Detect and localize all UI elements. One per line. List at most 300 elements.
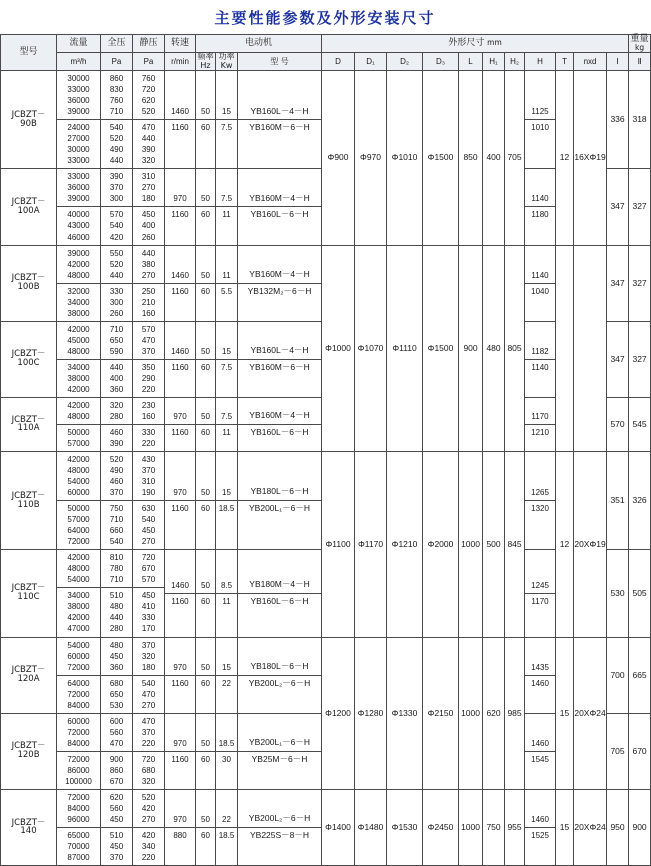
cell-weight-i: 700 <box>607 637 629 713</box>
cell-motor-model <box>238 713 322 789</box>
cell-static-pressure <box>133 637 165 713</box>
cell-flow-block: 33000 36000 39000 <box>67 172 90 204</box>
cell-total-pressure-block: 520 490 460 370 <box>109 455 124 498</box>
cell-d: Φ1000 <box>322 245 355 452</box>
cell-speed <box>165 245 196 321</box>
th-h: H <box>525 53 556 71</box>
cell-h <box>525 713 556 789</box>
cell-motor-model <box>238 452 322 550</box>
cell-power-block: 15 <box>222 107 231 117</box>
cell-total-pressure-block: 550 520 440 <box>109 248 124 280</box>
cell-h-block: 1320 <box>525 500 555 516</box>
table-row <box>1 637 651 713</box>
cell-t: 15 <box>556 637 574 789</box>
th-d: D <box>322 53 355 71</box>
cell-freq-block: 60 <box>196 119 215 135</box>
cell-freq-block: 50 <box>201 662 210 672</box>
cell-nxd: 20XΦ24 <box>574 637 607 789</box>
cell-power <box>216 713 238 789</box>
table-row <box>1 452 651 550</box>
cell-total-pressure <box>101 169 133 245</box>
th-speed-unit: r/min <box>165 53 196 71</box>
cell-speed-block: 1160 <box>165 424 195 440</box>
cell-h-block: 1140 <box>531 194 549 204</box>
cell-speed-block: 970 <box>173 194 187 204</box>
cell-power-block: 8.5 <box>220 580 233 590</box>
cell-power-block: 18.5 <box>216 827 237 843</box>
cell-h2: 955 <box>505 789 525 865</box>
cell-total-pressure-block: 540 520 490 440 <box>101 119 132 168</box>
th-l: L <box>459 53 483 71</box>
cell-static-pressure-block: 310 270 180 <box>141 172 156 204</box>
cell-power <box>216 452 238 550</box>
cell-d: Φ1200 <box>322 637 355 789</box>
th-dims <box>322 35 629 53</box>
cell-flow <box>57 169 101 245</box>
cell-static-pressure <box>133 169 165 245</box>
cell-total-pressure <box>101 397 133 451</box>
cell-speed-block: 970 <box>173 488 187 498</box>
cell-weight-i: 950 <box>607 789 629 865</box>
cell-power-block: 11 <box>222 270 231 280</box>
cell-flow-block: 42000 48000 54000 <box>67 553 90 585</box>
cell-t: 12 <box>556 71 574 245</box>
cell-flow-block: 50000 57000 <box>57 424 100 451</box>
th-freq-unit: Hz <box>200 60 211 70</box>
cell-speed <box>165 71 196 169</box>
cell-freq-block: 50 <box>201 814 210 824</box>
cell-power-block: 7.5 <box>220 194 233 204</box>
cell-motor-model-block: YB200L₂－6－H <box>248 813 311 824</box>
cell-total-pressure <box>101 71 133 169</box>
page-title: 主要性能参数及外形安装尺寸 <box>214 9 436 27</box>
cell-freq-block: 50 <box>201 411 210 421</box>
cell-freq-block: 60 <box>196 283 215 299</box>
cell-freq <box>196 452 216 550</box>
cell-d2: Φ1210 <box>387 452 423 637</box>
cell-freq-block: 60 <box>196 751 215 767</box>
th-weight-unit: kg <box>635 43 645 53</box>
cell-h <box>525 397 556 451</box>
cell-h <box>525 637 556 713</box>
cell-motor-model-block: YB225S－8－H <box>238 827 321 844</box>
cell-static-pressure-block: 540 470 270 <box>133 675 164 713</box>
cell-speed-block: 970 <box>173 814 187 824</box>
cell-h-block: 1125 <box>531 107 549 117</box>
specification-table <box>0 34 651 866</box>
cell-weight-ii: 327 <box>629 245 651 321</box>
cell-d3: Φ1500 <box>423 71 459 245</box>
cell-h-block: 1140 <box>531 270 549 280</box>
cell-freq <box>196 713 216 789</box>
th-freq <box>196 53 216 71</box>
cell-power-block: 7.5 <box>216 119 237 135</box>
table-header <box>1 35 651 71</box>
cell-h <box>525 789 556 865</box>
cell-h-block: 1210 <box>525 424 555 440</box>
cell-power-block: 11 <box>216 206 237 222</box>
cell-static-pressure-block: 630 540 450 270 <box>133 500 164 549</box>
cell-total-pressure <box>101 452 133 550</box>
cell-flow-block: 30000 33000 36000 39000 <box>67 74 90 117</box>
cell-power-block: 11 <box>216 424 237 440</box>
cell-weight-i: 347 <box>607 245 629 321</box>
cell-total-pressure-block: 860 830 760 710 <box>109 74 124 117</box>
cell-h <box>525 169 556 245</box>
th-freq-label: 频率 <box>197 52 214 62</box>
cell-static-pressure-block: 370 320 180 <box>141 640 156 672</box>
cell-t <box>556 245 574 452</box>
cell-h-block: 1265 <box>531 488 549 498</box>
cell-weight-i: 336 <box>607 71 629 169</box>
cell-weight-ii: 900 <box>629 789 651 865</box>
cell-model: JCBZT－ 140 <box>1 789 57 865</box>
cell-motor-model <box>238 321 322 397</box>
cell-speed <box>165 321 196 397</box>
cell-speed-block: 970 <box>173 411 187 421</box>
cell-motor-model-block: YB180L－6－H <box>250 660 309 671</box>
cell-d3: Φ1500 <box>423 245 459 452</box>
cell-freq-block: 50 <box>201 346 210 356</box>
cell-power-block: 11 <box>216 593 237 609</box>
cell-h <box>525 550 556 637</box>
cell-static-pressure-block: 720 680 320 <box>133 751 164 789</box>
cell-freq <box>196 321 216 397</box>
cell-flow-block: 64000 72000 84000 <box>57 675 100 713</box>
cell-h1: 620 <box>483 637 505 789</box>
cell-flow-block: 42000 48000 <box>67 400 90 421</box>
cell-weight-i: 530 <box>607 550 629 637</box>
cell-motor-model-block: YB25M－6－H <box>238 751 321 768</box>
cell-power <box>216 397 238 451</box>
cell-power <box>216 321 238 397</box>
cell-model: JCBZT－ 110B <box>1 452 57 550</box>
cell-motor-model <box>238 637 322 713</box>
th-d2: D₂ <box>387 53 423 71</box>
th-t: T <box>556 53 574 71</box>
cell-speed-block: 1160 <box>165 119 195 135</box>
cell-model: JCBZT－ 90B <box>1 71 57 169</box>
cell-speed-block: 970 <box>173 662 187 672</box>
cell-flow <box>57 245 101 321</box>
cell-h-block: 1525 <box>525 827 555 843</box>
cell-static-pressure <box>133 71 165 169</box>
cell-static-pressure-block: 420 340 220 <box>133 827 164 865</box>
cell-l: 850 <box>459 71 483 245</box>
cell-power <box>216 789 238 865</box>
cell-total-pressure-block: 900 860 670 <box>101 751 132 789</box>
cell-total-pressure <box>101 321 133 397</box>
cell-h-block: 1182 <box>531 346 549 356</box>
cell-speed-block: 880 <box>165 827 195 843</box>
cell-flow-block: 34000 38000 42000 <box>57 359 100 397</box>
cell-flow-block: 39000 42000 48000 <box>67 248 90 280</box>
cell-static-pressure-block: 450 400 260 <box>133 206 164 244</box>
cell-weight-ii: 327 <box>629 321 651 397</box>
cell-flow-block: 72000 84000 96000 <box>67 792 90 824</box>
cell-static-pressure <box>133 789 165 865</box>
cell-flow <box>57 637 101 713</box>
cell-speed <box>165 637 196 713</box>
th-motor: 电动机 <box>196 35 322 53</box>
cell-h-block: 1435 <box>531 662 549 672</box>
cell-flow <box>57 397 101 451</box>
cell-freq-block: 60 <box>196 424 215 440</box>
cell-static-pressure <box>133 397 165 451</box>
cell-total-pressure <box>101 245 133 321</box>
cell-power <box>216 637 238 713</box>
cell-static-pressure-block: 470 440 390 320 <box>133 119 164 168</box>
cell-motor-model-block: YB160M－4－H <box>249 192 310 203</box>
cell-h <box>525 321 556 397</box>
cell-motor-model <box>238 169 322 245</box>
cell-static-pressure <box>133 321 165 397</box>
cell-freq-block: 60 <box>196 827 215 843</box>
cell-h-block: 1245 <box>531 580 549 590</box>
cell-flow <box>57 452 101 550</box>
cell-motor-model-block: YB160L－4－H <box>250 345 309 356</box>
cell-h-block: 1180 <box>525 206 555 222</box>
cell-d1: Φ1170 <box>355 452 387 637</box>
cell-speed-block: 1460 <box>171 580 189 590</box>
cell-motor-model-block: YB160M－6－H <box>238 359 321 376</box>
cell-weight-ii: 545 <box>629 397 651 451</box>
cell-total-pressure <box>101 550 133 637</box>
cell-h2: 805 <box>505 245 525 452</box>
cell-freq-block: 50 <box>201 270 210 280</box>
cell-power <box>216 169 238 245</box>
th-total-pressure: 全压 <box>101 35 133 53</box>
cell-flow-block: 40000 43000 46000 <box>57 206 100 244</box>
cell-freq <box>196 397 216 451</box>
cell-power-block: 15 <box>222 488 231 498</box>
cell-total-pressure-block: 460 390 <box>101 424 132 451</box>
cell-t: 12 <box>556 452 574 637</box>
cell-freq-block: 60 <box>196 206 215 222</box>
cell-power-block: 5.5 <box>216 283 237 299</box>
cell-motor-model-block: YB160M－6－H <box>238 119 321 136</box>
cell-h-block: 1170 <box>525 593 555 609</box>
cell-power <box>216 245 238 321</box>
cell-weight-i: 705 <box>607 713 629 789</box>
cell-motor-model <box>238 789 322 865</box>
cell-h <box>525 71 556 169</box>
cell-speed <box>165 789 196 865</box>
cell-flow-block: 72000 86000 100000 <box>57 751 100 789</box>
cell-static-pressure-block: 570 470 370 <box>141 324 156 356</box>
cell-freq <box>196 169 216 245</box>
cell-freq-block: 50 <box>201 580 210 590</box>
cell-model: JCBZT－ 120A <box>1 637 57 713</box>
cell-static-pressure <box>133 452 165 550</box>
cell-static-pressure-block: 720 670 570 <box>141 553 156 585</box>
cell-motor-model-block: YB160L－4－H <box>250 105 309 116</box>
cell-h <box>525 452 556 550</box>
cell-d: Φ1100 <box>322 452 355 637</box>
cell-flow-block: 34000 38000 42000 47000 <box>57 587 100 636</box>
cell-l: 1000 <box>459 789 483 865</box>
th-flow-unit: m³/h <box>57 53 101 71</box>
th-dims-unit: mm <box>487 37 502 47</box>
cell-h-block: 1170 <box>531 411 549 421</box>
cell-static-pressure-block: 330 220 <box>133 424 164 451</box>
cell-freq-block: 60 <box>196 359 215 375</box>
table-row <box>1 789 651 865</box>
cell-speed-block: 1160 <box>165 359 195 375</box>
cell-total-pressure-block: 570 540 420 <box>101 206 132 244</box>
cell-flow <box>57 713 101 789</box>
cell-h-block: 1460 <box>531 738 549 748</box>
table-body <box>1 71 651 866</box>
cell-h2: 985 <box>505 637 525 789</box>
cell-d3: Φ2450 <box>423 789 459 865</box>
cell-weight-i: 570 <box>607 397 629 451</box>
cell-flow-block: 32000 34000 38000 <box>57 283 100 321</box>
cell-total-pressure-block: 810 780 710 <box>109 553 124 585</box>
cell-flow <box>57 321 101 397</box>
cell-speed <box>165 169 196 245</box>
cell-motor-model-block: YB200L₂－6－H <box>238 675 321 692</box>
cell-freq <box>196 245 216 321</box>
cell-motor-model <box>238 245 322 321</box>
cell-motor-model-block: YB200L₁－6－H <box>249 737 310 748</box>
cell-speed-block: 1160 <box>165 500 195 516</box>
cell-flow-block: 24000 27000 30000 33000 <box>57 119 100 168</box>
cell-total-pressure-block: 750 710 660 540 <box>101 500 132 549</box>
cell-l: 1000 <box>459 637 483 789</box>
cell-l: 900 <box>459 245 483 452</box>
cell-weight-ii: 318 <box>629 71 651 169</box>
cell-motor-model-block: YB160L－6－H <box>238 593 321 610</box>
th-h1: H₁ <box>483 53 505 71</box>
cell-static-pressure-block: 470 370 220 <box>141 716 156 748</box>
cell-model: JCBZT－ 110C <box>1 550 57 637</box>
cell-static-pressure-block: 350 290 220 <box>133 359 164 397</box>
cell-total-pressure-block: 440 400 360 <box>101 359 132 397</box>
cell-power <box>216 71 238 169</box>
cell-h1: 480 <box>483 245 505 452</box>
cell-motor-model-block: YB160M－4－H <box>249 268 310 279</box>
cell-power-block: 15 <box>222 662 231 672</box>
th-nxd: nxd <box>574 53 607 71</box>
cell-power-block: 7.5 <box>220 411 233 421</box>
cell-freq-block: 50 <box>201 738 210 748</box>
cell-motor-model <box>238 71 322 169</box>
cell-weight-ii: 327 <box>629 169 651 245</box>
cell-motor-model <box>238 550 322 637</box>
cell-speed <box>165 397 196 451</box>
cell-motor-model-block: YB132M₂－6－H <box>238 283 321 300</box>
cell-static-pressure <box>133 713 165 789</box>
cell-total-pressure-block: 390 370 300 <box>109 172 124 204</box>
cell-freq-block: 60 <box>196 500 215 516</box>
cell-speed-block: 1160 <box>165 751 195 767</box>
cell-model: JCBZT－ 100A <box>1 169 57 245</box>
cell-nxd: 16XΦ19 <box>574 71 607 245</box>
cell-freq-block: 50 <box>201 488 210 498</box>
cell-model: JCBZT－ 100B <box>1 245 57 321</box>
cell-flow-block: 60000 72000 84000 <box>67 716 90 748</box>
cell-static-pressure-block: 230 160 <box>141 400 156 421</box>
cell-d: Φ900 <box>322 71 355 245</box>
cell-h2: 705 <box>505 71 525 245</box>
cell-static-pressure-block: 450 410 330 170 <box>133 587 164 636</box>
th-weight <box>629 35 651 53</box>
cell-freq <box>196 637 216 713</box>
cell-d2: Φ1110 <box>387 245 423 452</box>
cell-model: JCBZT－ 120B <box>1 713 57 789</box>
th-static-pressure-unit: Pa <box>133 53 165 71</box>
cell-d3: Φ2000 <box>423 452 459 637</box>
cell-freq <box>196 550 216 637</box>
cell-freq-block: 60 <box>196 675 215 691</box>
th-weight-ii: Ⅱ <box>629 53 651 71</box>
cell-power-block: 22 <box>222 814 231 824</box>
cell-total-pressure <box>101 789 133 865</box>
th-dims-label: 外形尺寸 <box>448 37 485 48</box>
th-d3: D₃ <box>423 53 459 71</box>
cell-l: 1000 <box>459 452 483 637</box>
cell-model: JCBZT－ 110A <box>1 397 57 451</box>
cell-h-block: 1040 <box>525 283 555 299</box>
cell-h1: 500 <box>483 452 505 637</box>
cell-t: 15 <box>556 789 574 865</box>
cell-speed-block: 1460 <box>171 270 189 280</box>
cell-flow-block: 42000 48000 54000 60000 <box>67 455 90 498</box>
cell-freq-block: 50 <box>201 194 210 204</box>
th-power <box>216 53 238 71</box>
cell-total-pressure-block: 320 280 <box>109 400 124 421</box>
cell-d1: Φ1480 <box>355 789 387 865</box>
th-motor-model: 型 号 <box>238 53 322 71</box>
th-weight-i: Ⅰ <box>607 53 629 71</box>
cell-nxd <box>574 245 607 452</box>
cell-h1: 750 <box>483 789 505 865</box>
cell-flow <box>57 789 101 865</box>
cell-motor-model-block: YB160M－4－H <box>249 410 310 421</box>
cell-nxd: 20XΦ19 <box>574 452 607 637</box>
cell-total-pressure-block: 480 450 360 <box>109 640 124 672</box>
cell-total-pressure-block: 330 300 260 <box>101 283 132 321</box>
cell-d1: Φ1070 <box>355 245 387 452</box>
th-static-pressure: 静压 <box>133 35 165 53</box>
th-power-label: 功率 <box>218 52 235 62</box>
cell-d1: Φ1280 <box>355 637 387 789</box>
cell-static-pressure-block: 430 370 310 190 <box>141 455 156 498</box>
cell-weight-i: 347 <box>607 321 629 397</box>
cell-motor-model <box>238 397 322 451</box>
cell-speed-block: 1460 <box>171 346 189 356</box>
th-power-unit: Kw <box>220 60 233 70</box>
cell-speed-block: 1160 <box>165 283 195 299</box>
th-weight-label: 重量 <box>630 34 649 44</box>
cell-motor-model-block: YB200L₁－6－H <box>238 500 321 517</box>
cell-flow-block: 42000 45000 48000 <box>67 324 90 356</box>
cell-freq <box>196 71 216 169</box>
cell-weight-ii: 326 <box>629 452 651 550</box>
cell-h <box>525 245 556 321</box>
cell-motor-model-block: YB160L－6－H <box>238 424 321 441</box>
cell-weight-ii: 505 <box>629 550 651 637</box>
cell-weight-i: 347 <box>607 169 629 245</box>
cell-motor-model-block: YB160L－6－H <box>238 206 321 223</box>
cell-total-pressure-block: 620 560 450 <box>109 792 124 824</box>
cell-freq <box>196 789 216 865</box>
th-total-pressure-unit: Pa <box>101 53 133 71</box>
cell-freq-block: 50 <box>201 107 210 117</box>
cell-d2: Φ1010 <box>387 71 423 245</box>
cell-power-block: 7.5 <box>216 359 237 375</box>
